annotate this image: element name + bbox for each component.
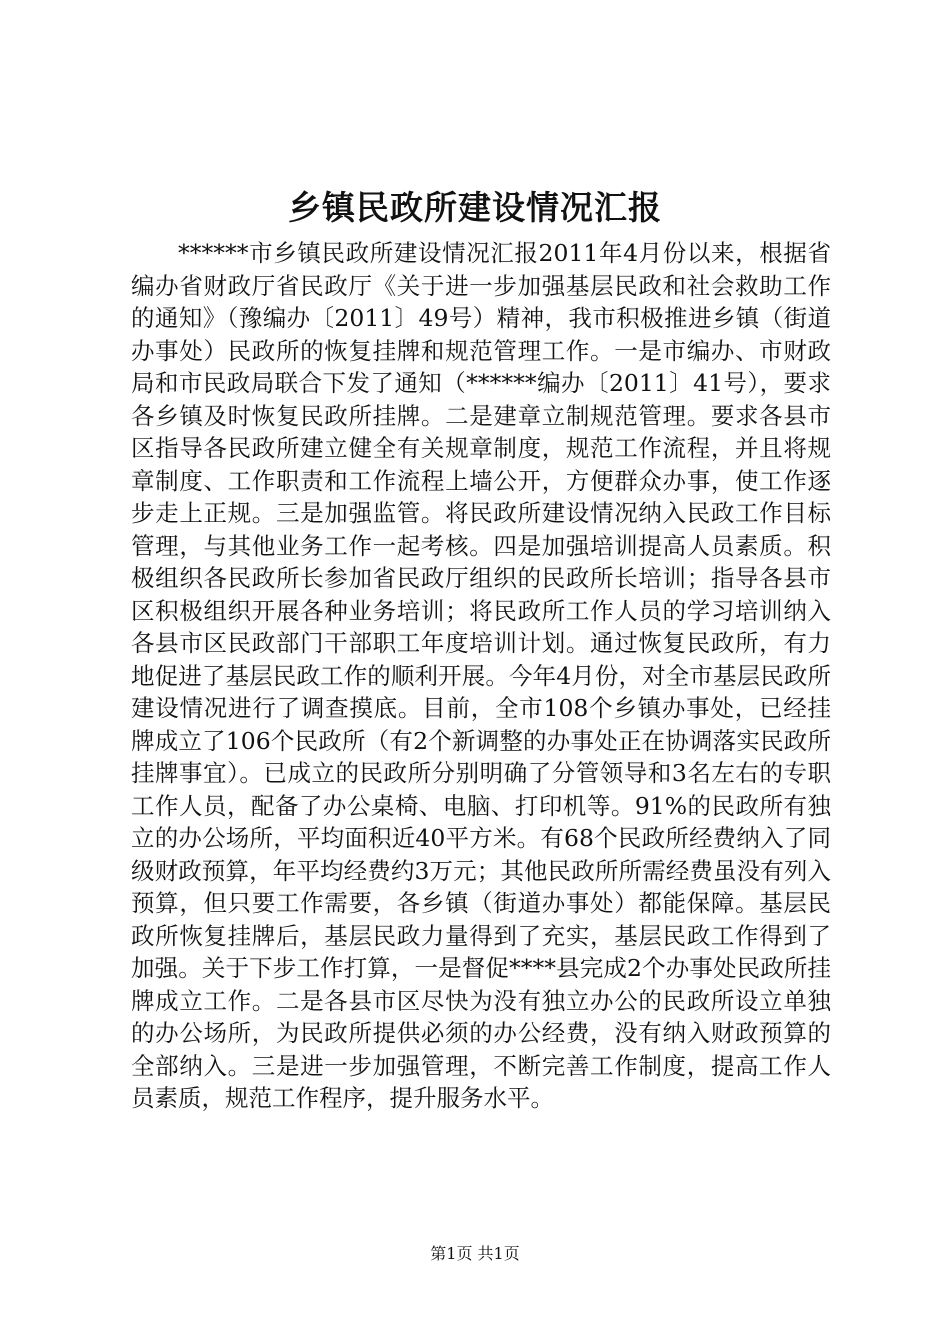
document-body-paragraph: ******市乡镇民政所建设情况汇报2011年4月份以来，根据省编办省财政厅省民政厅《关于进一步加强基层民政和社会救助工作的通知》（豫编办〔2011〕49号）精神，我市积极推进乡镇（街道办事处）民政所的恢复挂牌和规范管理工作。一是市编办、市财政局和市民政局联合下发了通知（******编办〔2011〕41号），要求各乡镇及时恢复民政所挂牌。二是建章立制规范管理。要求各县市区指导各民政所建立健全有关规章制度，规范工作流程，并且将规章制度、工作职责和工作流程上墙公开，方便群众办事，使工作逐步走上正规。三是加强监管。将民政所建设情况纳入民政工作目标管理，与其他业务工作一起考核。四是加强培训提高人员素质。积极组织各民政所长参加省民政厅组织的民政所长培训；指导各县市区积极组织开展各种业务培训；将民政所工作人员的学习培训纳入各县市区民政部门干部职工年度培训计划。通过恢复民政所，有力地促进了基层民政工作的顺利开展。今年4月份，对全市基层民政所建设情况进行了调查摸底。目前，全市108个乡镇办事处，已经挂牌成立了106个民政所（有2个新调整的办事处正在协调落实民政所挂牌事宜）。已成立的民政所分别明确了分管领导和3名左右的专职工作人员，配备了办公桌椅、电脑、打印机等。91%的民政所有独立的办公场所，平均面积近40平方米。有68个民政所经费纳入了同级财政预算，年平均经费约3万元；其他民政所所需经费虽没有列入预算，但只要工作需要，各乡镇（街道办事处）都能保障。基层民政所恢复挂牌后，基层民政力量得到了充实，基层民政工作得到了加强。关于下步工作打算，一是督促****县完成2个办事处民政所挂牌成立工作。二是各县市区尽快为没有独立办公的民政所设立单独的办公场所，为民政所提供必须的办公经费，没有纳入财政预算的全部纳入。三是进一步加强管理，不断完善工作制度，提高工作人员素质，规范工作程序，提升服务水平。	[131, 239, 831, 1112]
document-title: 乡镇民政所建设情况汇报	[288, 188, 662, 227]
page-footer: 第1页 共1页	[430, 1244, 520, 1263]
